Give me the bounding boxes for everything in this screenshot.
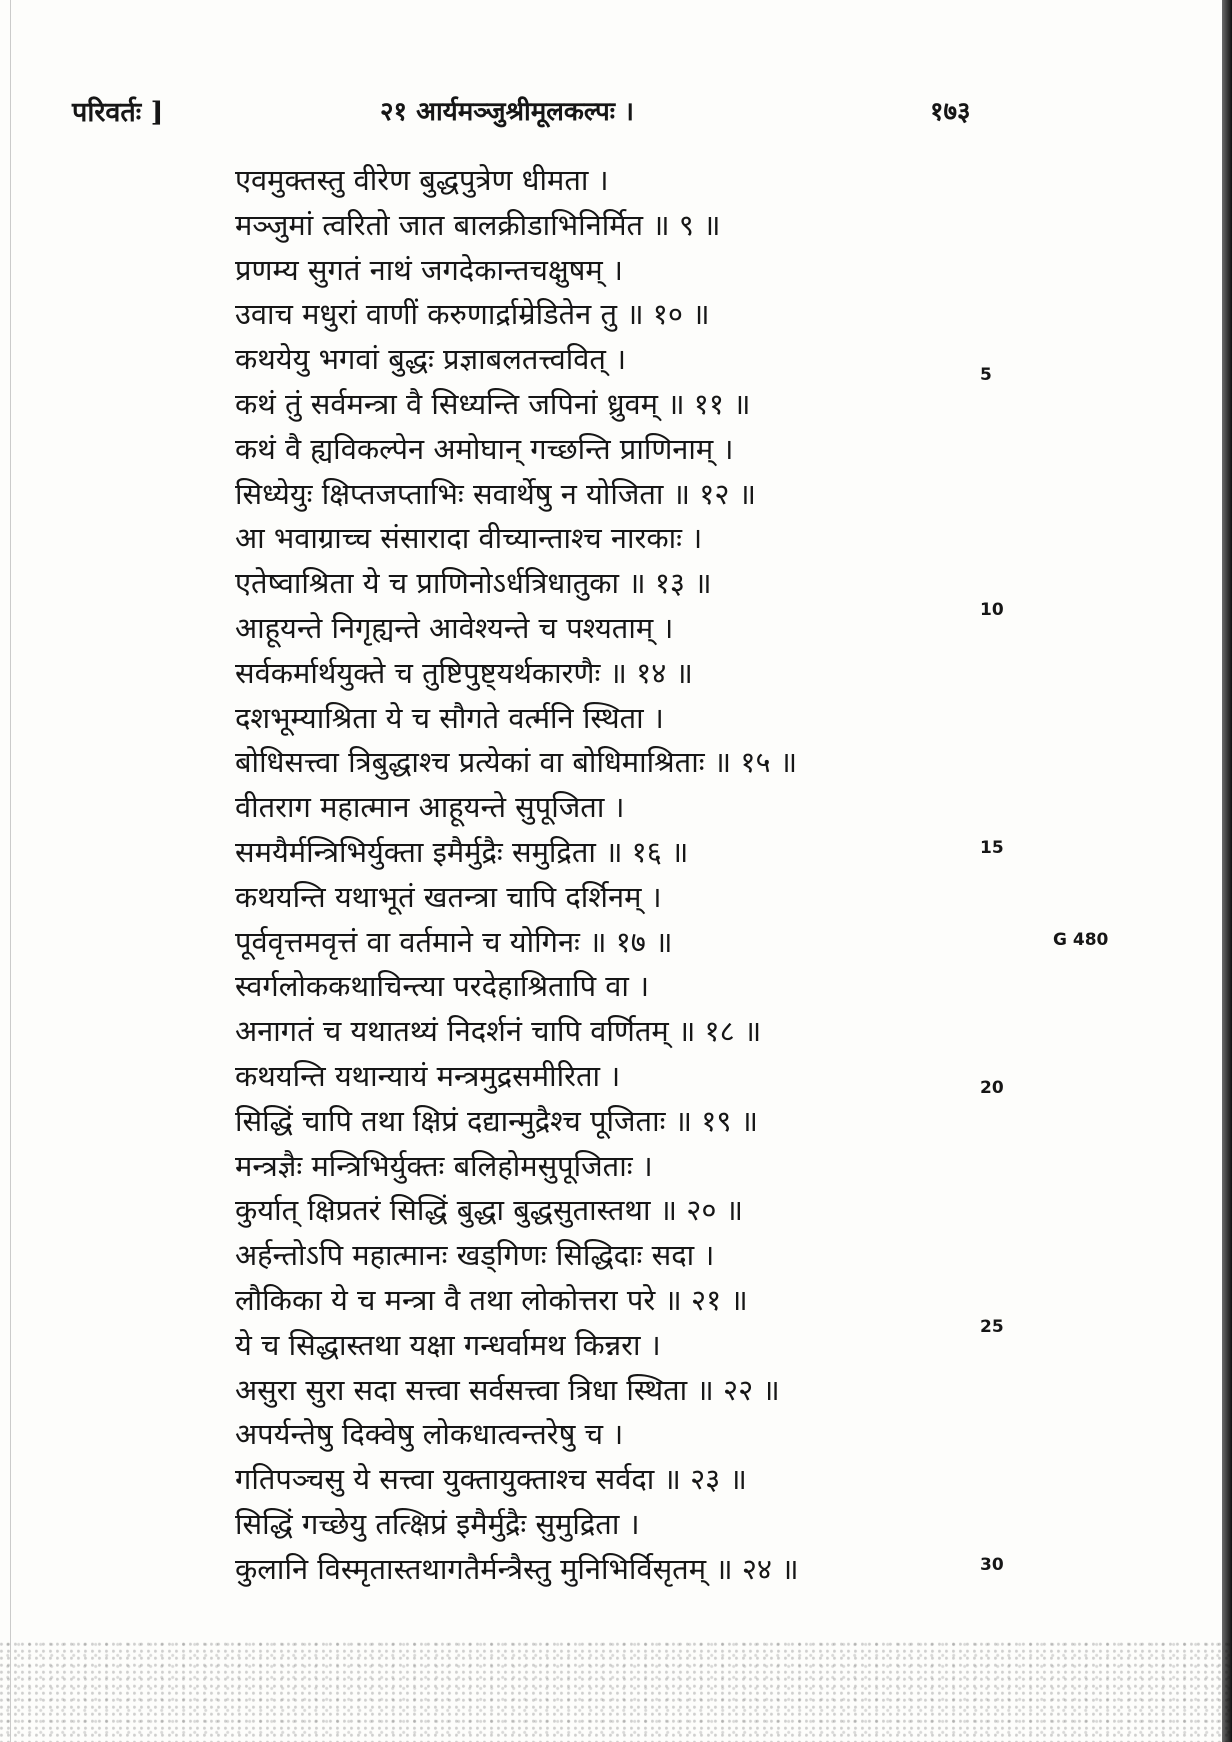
line-number-20: 20: [980, 1078, 1004, 1098]
binding-shadow: [1222, 0, 1232, 1742]
verse-block: [235, 158, 995, 1592]
verse-line: कुलानि विस्मृतास्तथागतैर्मन्त्रैस्तु मुनिभिर्विसृतम् ॥ २४ ॥: [235, 1551, 799, 1586]
verse-line: एवमुक्तस्तु वीरेण बुद्धपुत्रेण धीमता ।: [235, 163, 609, 197]
line-number-30: 30: [980, 1555, 1004, 1575]
header-title: २१ आर्यमञ्जुश्रीमूलकल्पः ।: [380, 97, 634, 127]
verse-line: आ भवाग्राच्च संसारादा वीच्यान्ताश्च नारकाः ।: [235, 521, 703, 556]
verse-line: सिध्येयुः क्षिप्तजप्ताभिः सवार्थेषु न योजिता ॥ १२ ॥: [235, 476, 756, 511]
verse-line: कथं तुं सर्वमन्त्रा वै सिध्यन्ति जपिनां ध्रुवम् ॥ ११ ॥: [235, 386, 751, 421]
line-number-25: 25: [980, 1317, 1004, 1337]
header-page-number: १७३: [930, 97, 971, 127]
verse-line: सर्वकर्मार्थयुक्ते च तुष्टिपुष्ट्यर्थकारणैः ॥ १४ ॥: [235, 655, 693, 690]
scan-noise: [0, 1640, 1232, 1742]
line-number-5: 5: [980, 365, 992, 385]
verse-line: पूर्ववृत्तमवृत्तं वा वर्तमाने च योगिनः ॥ १७ ॥: [235, 924, 673, 959]
folio-reference: G 480: [1053, 930, 1109, 950]
verse-line: कुर्यात् क्षिप्रतरं सिद्धिं बुद्धा बुद्धसुतास्तथा ॥ २० ॥: [235, 1193, 744, 1228]
verse-line: सिद्धिं चापि तथा क्षिप्रं दद्यान्मुद्रैश्च पूजिताः ॥ १९ ॥: [235, 1103, 759, 1138]
verse-line: आहूयन्ते निगृह्यन्ते आवेश्यन्ते च पश्यताम् ।: [235, 610, 674, 645]
verse-line: ये च सिद्धास्तथा यक्षा गन्धर्वामथ किन्नरा ।: [235, 1327, 661, 1362]
verse-line: गतिपञ्चसु ये सत्त्वा युक्तायुक्ताश्च सर्वदा ॥ २३ ॥: [235, 1462, 747, 1497]
verse-line: मञ्जुमां त्वरितो जात बालक्रीडाभिनिर्मित ॥ ९ ॥: [235, 207, 721, 242]
verse-line: कथं वै ह्यविकल्पेन अमोघान् गच्छन्ति प्राणिनाम् ।: [235, 431, 734, 466]
verse-line: मन्त्रज्ञैः मन्त्रिभिर्युक्तः बलिहोमसुपूजिताः ।: [235, 1148, 653, 1183]
verse-line: प्रणम्य सुगतं नाथं जगदेकान्तचक्षुषम् ।: [235, 252, 623, 287]
verse-line: स्वर्गलोककथाचिन्त्या परदेहाश्रितापि वा ।: [235, 969, 650, 1004]
verse-line: असुरा सुरा सदा सत्त्वा सर्वसत्त्वा त्रिधा स्थिता ॥ २२ ॥: [235, 1372, 780, 1407]
page-edge-line: [10, 0, 11, 1742]
verse-line: लौकिका ये च मन्त्रा वै तथा लोकोत्तरा परे ॥ २१ ॥: [235, 1282, 748, 1317]
header-section-label: परिवर्तः ]: [72, 97, 164, 128]
verse-line: सिद्धिं गच्छेयु तत्क्षिप्रं इमैर्मुद्रैः सुमुद्रिता ।: [235, 1506, 640, 1541]
verse-line: उवाच मधुरां वाणीं करुणार्द्राम्रेडितेन तु ॥ १० ॥: [235, 297, 710, 332]
line-number-15: 15: [980, 838, 1004, 858]
verse-line: कथयेयु भगवां बुद्धः प्रज्ञाबलतत्त्ववित् ।: [235, 342, 627, 377]
verse-line: दशभूम्याश्रिता ये च सौगते वर्त्मनि स्थिता ।: [235, 700, 664, 735]
verse-line: कथयन्ति यथाभूतं खतन्त्रा चापि दर्शिनम् ।: [235, 879, 662, 914]
line-number-10: 10: [980, 600, 1004, 620]
verse-line: अर्हन्तोऽपि महात्मानः खड्गिणः सिद्धिदाः सदा ।: [235, 1238, 715, 1273]
verse-line: वीतराग महात्मान आहूयन्ते सुपूजिता ।: [235, 790, 625, 825]
verse-line: एतेष्वाश्रिता ये च प्राणिनोऽर्धत्रिधातुका ॥ १३ ॥: [235, 566, 712, 601]
verse-line: समयैर्मन्त्रिभिर्युक्ता इमैर्मुद्रैः समुद्रिता ॥ १६ ॥: [235, 834, 689, 869]
verse-line: अनागतं च यथातथ्यं निदर्शनं चापि वर्णितम् ॥ १८ ॥: [235, 1014, 762, 1049]
verse-line: अपर्यन्तेषु दिक्वेषु लोकधात्वन्तरेषु च ।: [235, 1417, 624, 1452]
running-header: [0, 92, 1232, 132]
verse-line: बोधिसत्त्वा त्रिबुद्धाश्च प्रत्येकां वा बोधिमाश्रिताः ॥ १५ ॥: [235, 745, 798, 780]
verse-line: कथयन्ति यथान्यायं मन्त्रमुद्रसमीरिता ।: [235, 1058, 621, 1093]
